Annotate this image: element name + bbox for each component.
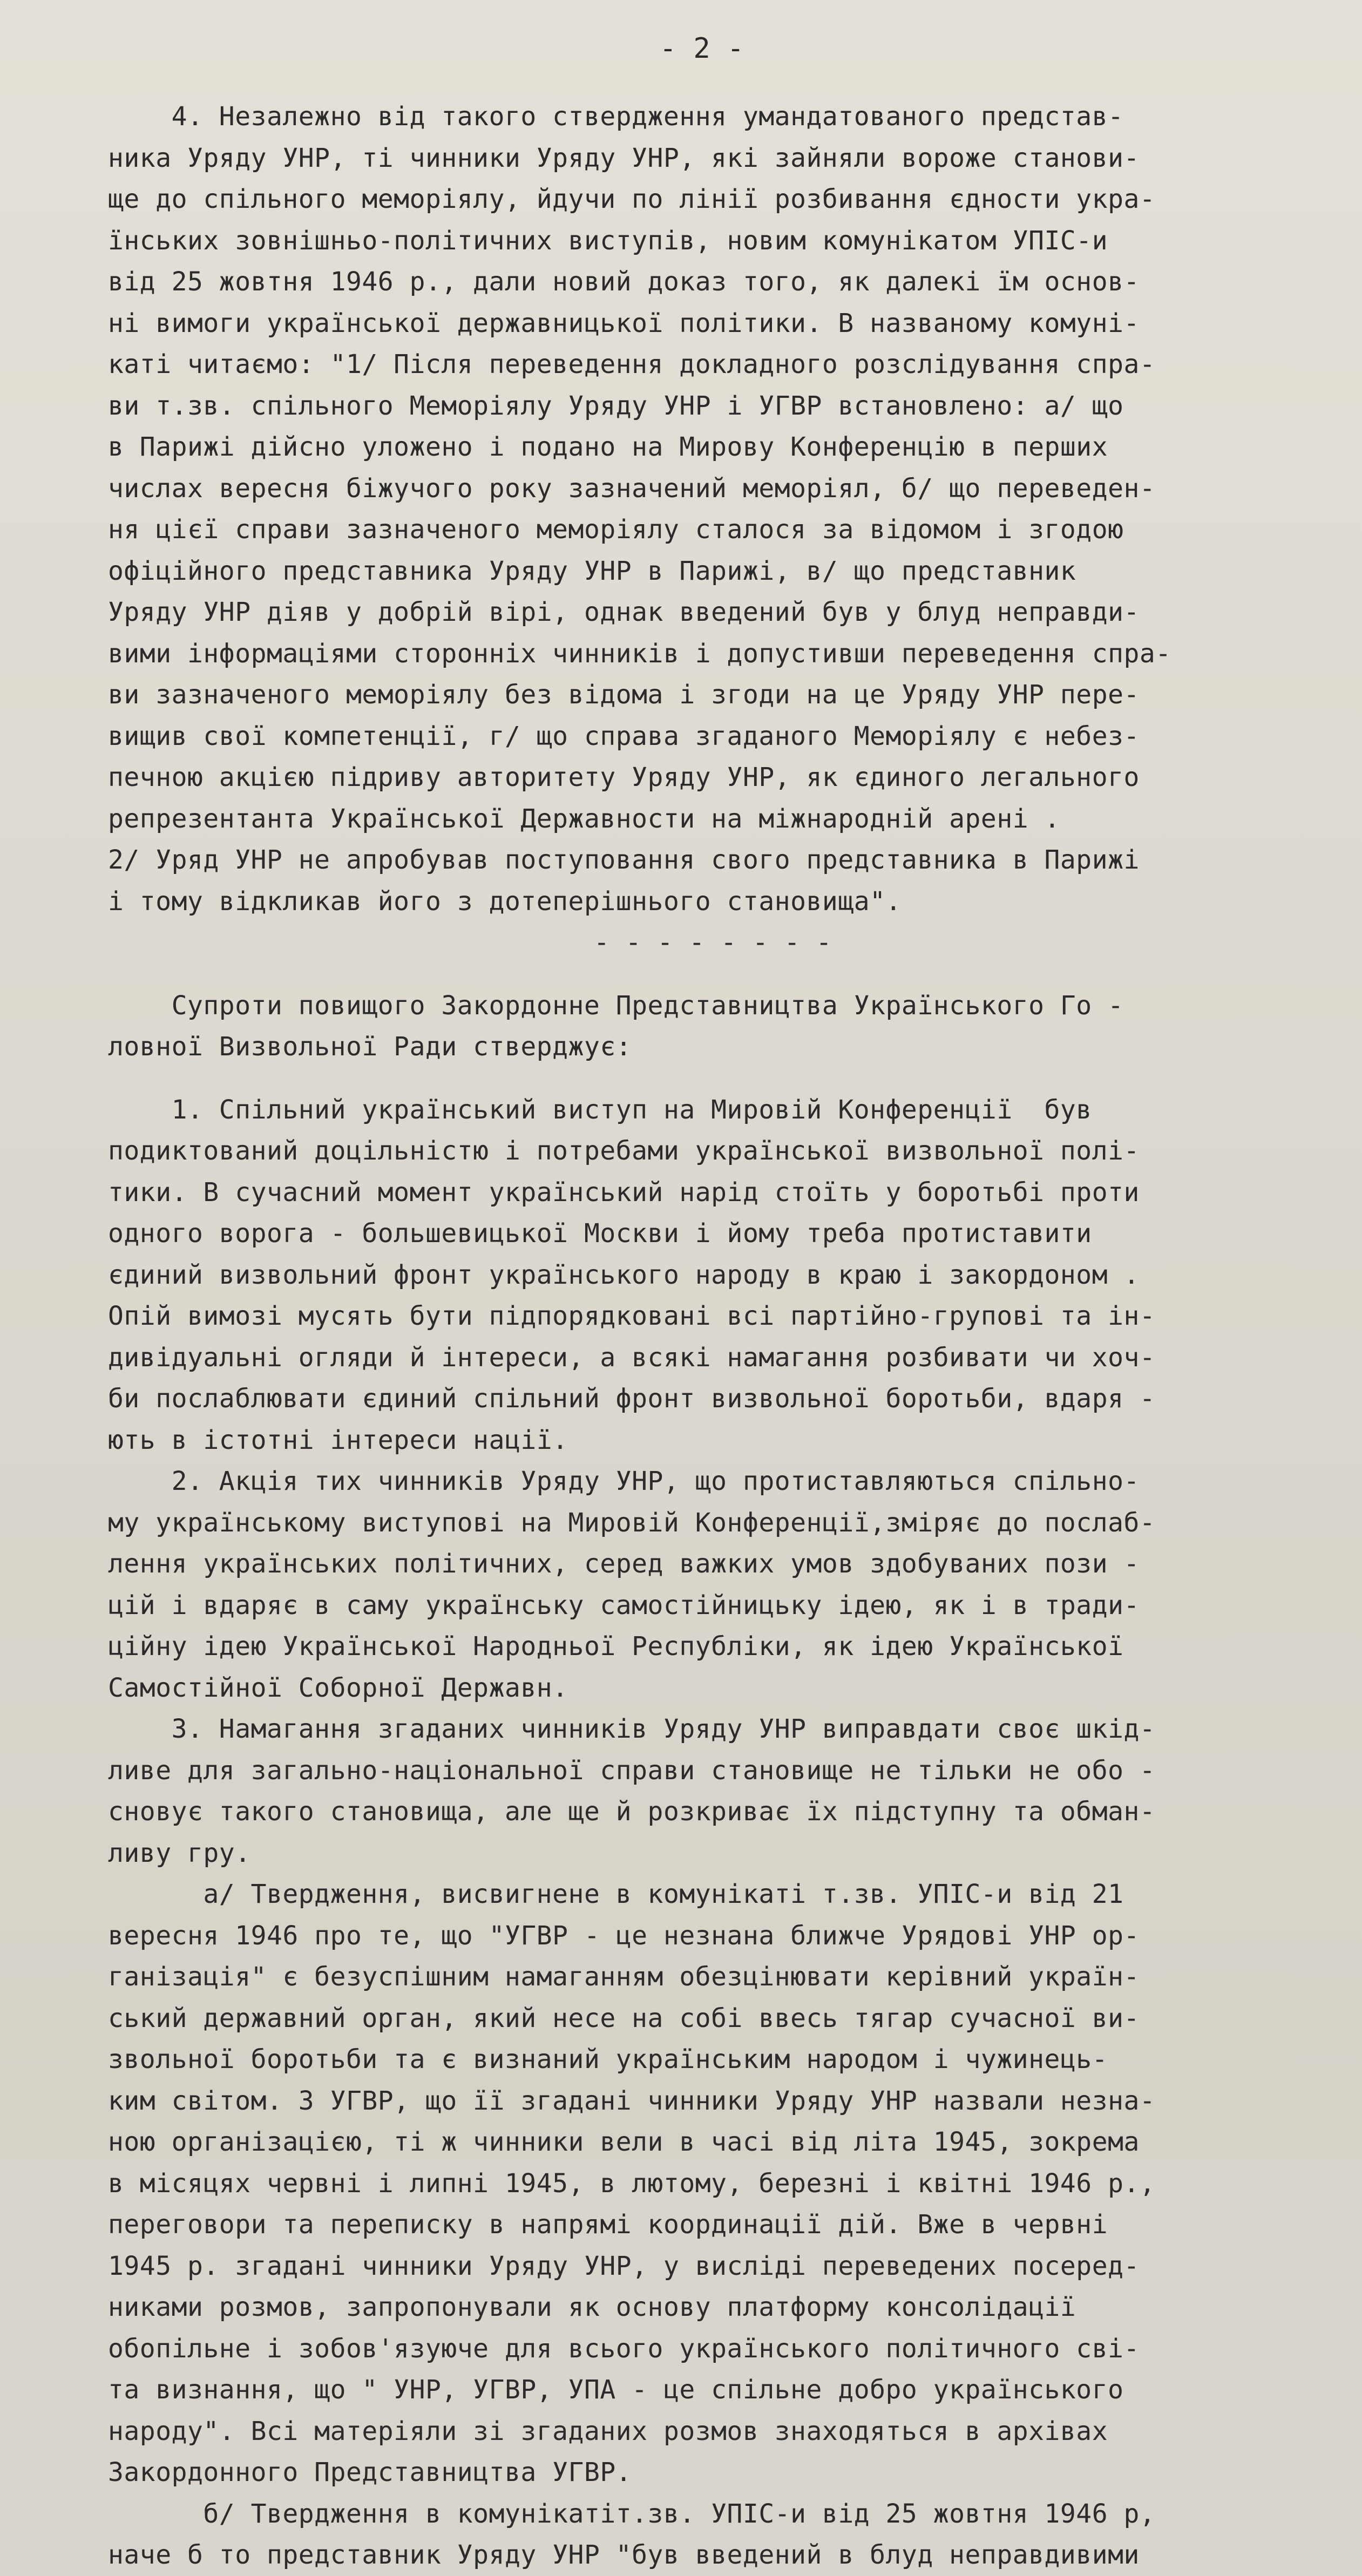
text-line: ня цієї справи зазначеного меморіялу сталося за відомом і згодою	[108, 514, 1124, 545]
text-line: Закордонного Представництва УГВР.	[108, 2457, 632, 2487]
text-line: і тому відкликав його з дотеперішнього становища".	[108, 886, 902, 917]
page-number: - 2 -	[659, 32, 744, 65]
text-line: офіційного представника Уряду УНР в Парижі, в/ що представник	[108, 555, 1076, 586]
text-line: вересня 1946 про те, що "УГВР - це незнана ближче Урядові УНР ор-	[108, 1920, 1140, 1951]
text-line: ви зазначеного меморіялу без відома і згоди на це Уряду УНР пере-	[108, 680, 1140, 710]
text-line: ливе для загально-національної справи становище не тільки не обо -	[108, 1755, 1156, 1786]
text-line: єдиний визвольний фронт українського народу в краю і закордоном .	[108, 1259, 1140, 1290]
text-line: би послаблювати єдиний спільний фронт визвольної боротьби, вдаря -	[108, 1384, 1156, 1414]
spacer	[108, 1068, 1317, 1089]
text-line: 2. Акція тих чинників Уряду УНР, що протиставляються спільно-	[108, 1466, 1140, 1496]
section-separator: - - - - - - - -	[594, 927, 832, 958]
text-line: цій і вдаряє в саму українську самостійницьку ідею, як і в тради-	[108, 1590, 1140, 1621]
text-line: обопільне і зобов'язуюче для всього українського політичного сві-	[108, 2333, 1140, 2364]
text-line: від 25 жовтня 1946 р., дали новий доказ того, як далекі їм основ-	[108, 267, 1140, 297]
text-line: репрезентанта Української Державности на міжнародній арені .	[108, 803, 1060, 834]
spacer	[108, 964, 1317, 985]
text-line: тики. В сучасний момент український нарід стоїть у боротьбі проти	[108, 1177, 1140, 1208]
text-line: сновує такого становища, але ще й розкриває їх підступну та обман-	[108, 1797, 1156, 1827]
text-line: ким світом. З УГВР, що її згадані чинники Уряду УНР назвали незна-	[108, 2085, 1156, 2116]
text-line: подиктований доцільністю і потребами української визвольної полі-	[108, 1136, 1140, 1166]
text-line: звольної боротьби та є визнаний українським народом і чужинець-	[108, 2044, 1108, 2075]
text-line: переговори та переписку в напрямі координації дій. Вже в червні	[108, 2209, 1108, 2240]
text-line: 3. Намагання згаданих чинників Уряду УНР виправдати своє шкід-	[108, 1714, 1156, 1744]
text-line: 2/ Уряд УНР не апробував поступовання свого представника в Парижі	[108, 845, 1140, 875]
text-line: ційну ідею Української Народньої Республіки, як ідею Української	[108, 1631, 1124, 1662]
text-line: каті читаємо: "1/ Після переведення докладного розслідування спра-	[108, 349, 1156, 379]
section-point-4	[108, 96, 1317, 922]
document-body	[108, 96, 1317, 2576]
text-line: ще до спільного меморіялу, йдучи по лінії розбивання єдности укра-	[108, 184, 1156, 214]
text-line: в місяцях червні і липні 1945, в лютому, березні і квітні 1946 р.,	[108, 2168, 1156, 2199]
text-line: дивідуальні огляди й інтереси, а всякі намагання розбивати чи хоч-	[108, 1342, 1156, 1373]
text-line: 4. Незалежно від такого ствердження умандатованого представ-	[108, 101, 1124, 132]
text-line: ловної Визвольної Ради стверджує:	[108, 1032, 632, 1062]
text-line: лення українських політичних, серед важких умов здобуваних пози -	[108, 1549, 1140, 1579]
text-line: 1945 р. згадані чинники Уряду УНР, у вислідi переведених посеред-	[108, 2250, 1140, 2281]
text-line: ні вимоги української державницької політики. В названому комуні-	[108, 308, 1140, 338]
text-line: б/ Твердження в комунікатіт.зв. УПІС-и від 25 жовтня 1946 р,	[108, 2498, 1156, 2529]
text-line: Уряду УНР діяв у добрій вірі, однак введений був у блуд неправди-	[108, 597, 1140, 627]
text-line: 1. Спільний український виступ на Мировій Конференції був	[108, 1094, 1092, 1125]
text-line: ною організацією, ті ж чинники вели в часі від літа 1945, зокрема	[108, 2127, 1140, 2157]
text-line: народу". Всі матеріяли зі згаданих розмов знаходяться в архівах	[108, 2416, 1108, 2446]
text-line: Супроти повищого Закордонне Представництва Українського Го -	[108, 990, 1124, 1021]
text-line: вими інформаціями сторонніх чинників і допустивши переведення спра-	[108, 638, 1171, 669]
section-statement	[108, 985, 1317, 2576]
text-line: та визнання, що " УНР, УГВР, УПА - це спільне добро українського	[108, 2375, 1124, 2405]
text-line: числах вересня біжучого року зазначений меморіял, б/ що переведен-	[108, 473, 1156, 504]
text-line: наче б то представник Уряду УНР "був введений в блуд неправдивими	[108, 2540, 1140, 2570]
text-line: Самостійної Соборної Державн.	[108, 1672, 568, 1703]
text-line: Опій вимозі мусять бути підпорядковані всі партійно-групові та ін-	[108, 1301, 1156, 1331]
text-line: а/ Твердження, висвигнене в комунікаті т.зв. УПІС-и від 21	[108, 1879, 1124, 1909]
text-line: ливу гру.	[108, 1838, 251, 1868]
text-line: в Парижі дійсно уложено і подано на Мирову Конференцію в перших	[108, 432, 1108, 462]
text-line: му українському виступові на Мировій Конференції,зміряє до послаб-	[108, 1507, 1156, 1538]
text-line: їнських зовнішньо-політичних виступів, новим комунікатом УПІС-и	[108, 225, 1108, 256]
text-line: никами розмов, запропонували як основу платформу консолідації	[108, 2292, 1076, 2322]
text-line: ють в істотні інтереси нації.	[108, 1425, 568, 1455]
text-line: ганізація" є безуспішним намаганням обезцінювати керівний україн-	[108, 1962, 1140, 1992]
text-line: ський державний орган, який несе на собі ввесь тягар сучасної ви-	[108, 2003, 1140, 2033]
text-line: одного ворога - большевицької Москви і йому треба протиставити	[108, 1218, 1092, 1249]
text-line: ника Уряду УНР, ті чинники Уряду УНР, які зайняли вороже станови-	[108, 143, 1140, 173]
text-line: вищив свої компетенції, г/ що справа згаданого Меморіялу є небез-	[108, 721, 1140, 751]
text-line: печною акцією підриву авторитету Уряду УНР, як єдиного легального	[108, 762, 1140, 792]
text-line: ви т.зв. спільного Меморіялу Уряду УНР і УГВР встановлено: а/ що	[108, 390, 1124, 421]
